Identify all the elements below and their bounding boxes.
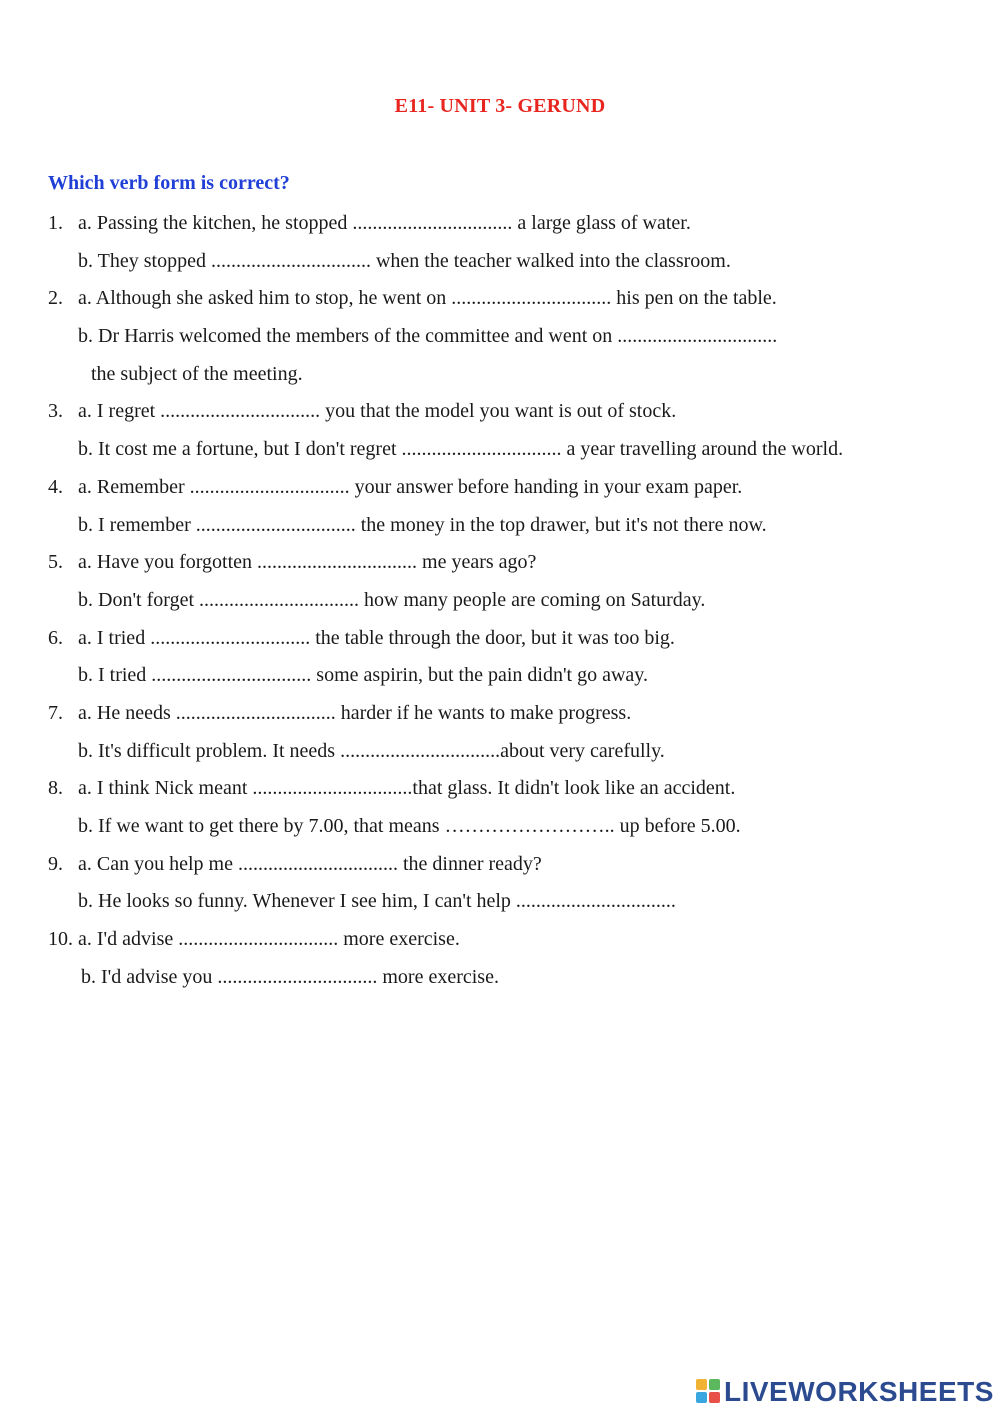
question-number: 10. — [48, 928, 73, 951]
question-text: a. Although she asked him to stop, he went on ................................ his pen on the table. — [78, 287, 777, 310]
question-line — [0, 393, 1000, 431]
instruction-heading: Which verb form is correct? — [48, 172, 290, 194]
question-text: a. I'd advise ................................ more exercise. — [78, 928, 460, 951]
question-text: b. It's difficult problem. It needs ................................about very carefully. — [78, 739, 665, 762]
question-line — [0, 205, 1000, 243]
question-number: 2. — [48, 287, 63, 310]
question-number: 8. — [48, 777, 63, 800]
question-line — [0, 431, 1000, 469]
question-line — [0, 770, 1000, 808]
question-number: 4. — [48, 475, 63, 498]
question-text: b. I tried ................................ some aspirin, but the pain didn't go away. — [78, 664, 648, 687]
question-text: a. Have you forgotten ................................ me years ago? — [78, 551, 537, 574]
question-line — [0, 959, 1000, 997]
logo-square — [709, 1379, 720, 1390]
logo-square — [696, 1379, 707, 1390]
liveworksheets-mark-icon — [696, 1379, 722, 1405]
question-text: b. Don't forget ................................ how many people are coming on Saturday. — [78, 588, 706, 611]
question-line — [0, 318, 1000, 356]
question-number: 3. — [48, 400, 63, 423]
question-text: a. I think Nick meant ................................that glass. It didn't look like an accident. — [78, 777, 736, 800]
question-text: b. He looks so funny. Whenever I see him, I can't help ................................ — [78, 890, 676, 913]
question-number: 6. — [48, 626, 63, 649]
question-text: b. Dr Harris welcomed the members of the committee and went on ................................ — [78, 325, 778, 348]
liveworksheets-logo[interactable] — [696, 1376, 994, 1408]
question-line — [0, 921, 1000, 959]
question-list — [0, 205, 1000, 996]
question-text: the subject of the meeting. — [91, 362, 303, 385]
question-text: a. I regret ................................ you that the model you want is out of stock. — [78, 400, 677, 423]
question-line — [0, 695, 1000, 733]
question-number: 7. — [48, 701, 63, 724]
question-text: b. If we want to get there by 7.00, that means …………………….. up before 5.00. — [78, 815, 741, 837]
question-number: 1. — [48, 212, 63, 234]
question-text: b. I remember ................................ the money in the top drawer, but it's not there now. — [78, 513, 767, 536]
logo-square — [696, 1392, 707, 1403]
question-line — [0, 733, 1000, 771]
question-line — [0, 883, 1000, 921]
question-line — [0, 356, 1000, 394]
question-line — [0, 280, 1000, 318]
question-line — [0, 620, 1000, 658]
logo-text: LIVEWORKSHEETS — [724, 1376, 994, 1407]
question-text: a. I tried ................................ the table through the door, but it was too big. — [78, 626, 675, 649]
question-text: a. He needs ................................ harder if he wants to make progress. — [78, 701, 632, 724]
question-text: b. I'd advise you ................................ more exercise. — [81, 965, 499, 988]
question-line — [0, 243, 1000, 281]
question-line — [0, 846, 1000, 884]
logo-square — [709, 1392, 720, 1403]
question-text: b. It cost me a fortune, but I don't regret ................................ a year travelling around the world. — [78, 438, 844, 461]
question-number: 9. — [48, 852, 63, 875]
question-line — [0, 808, 1000, 846]
question-line — [0, 469, 1000, 507]
question-text: a. Can you help me ................................ the dinner ready? — [78, 852, 542, 875]
question-line — [0, 582, 1000, 620]
worksheet-title: E11- UNIT 3- GERUND — [394, 95, 606, 117]
question-text: a. Remember ................................ your answer before handing in your exam paper. — [78, 475, 743, 498]
question-line — [0, 507, 1000, 545]
question-text: a. Passing the kitchen, he stopped ................................ a large glass of water. — [78, 212, 691, 234]
question-text: b. They stopped ................................ when the teacher walked into the classroom. — [78, 249, 731, 272]
question-line — [0, 657, 1000, 695]
question-number: 5. — [48, 551, 63, 574]
question-line — [0, 544, 1000, 582]
